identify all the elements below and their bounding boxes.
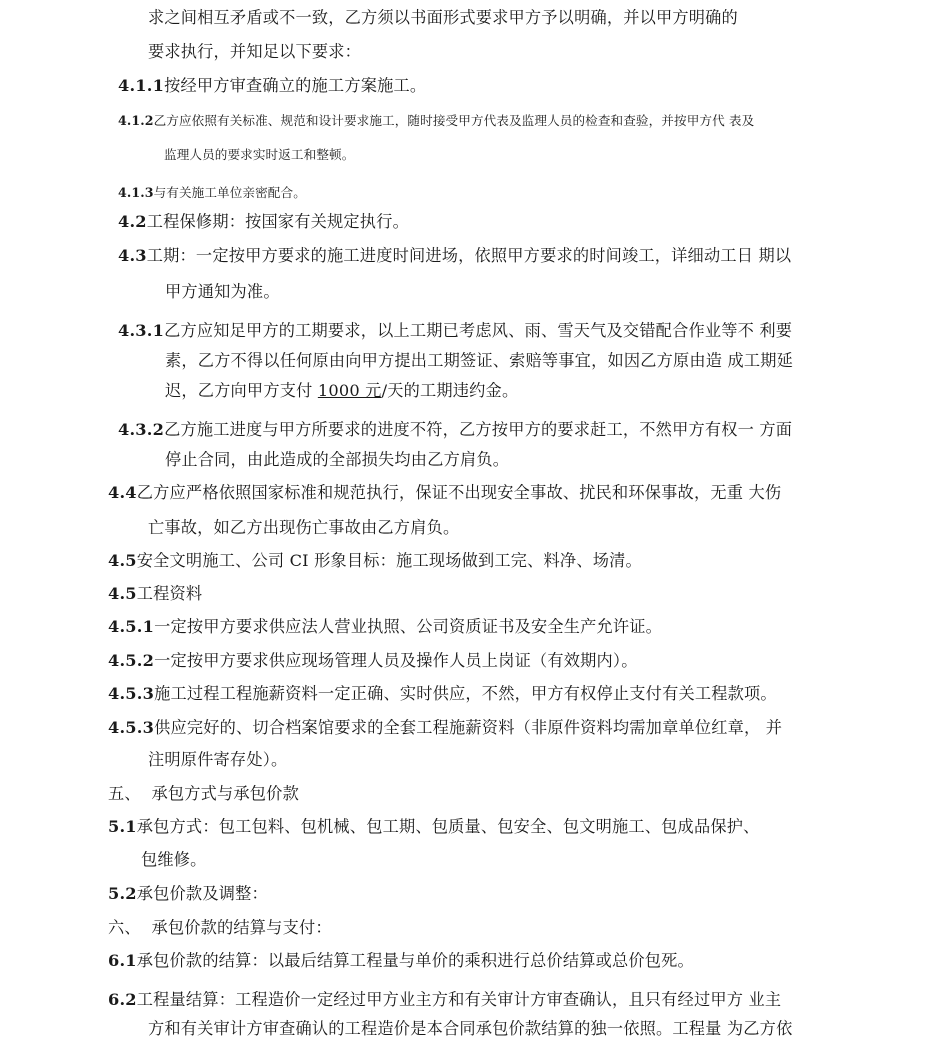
clause-4-1-1 <box>118 78 426 94</box>
text-line: 素，乙方不得以任何原由向甲方提出工期签证、索赔等事宜，如因乙方原由造 成工期延 <box>165 351 794 370</box>
clause-number: 6.1 <box>108 951 137 970</box>
clause-5-2 <box>108 886 268 902</box>
clause-text: 供应完好的、切合档案馆要求的全套工程施薪资料（非原件资料均需加章单位红章， 并 <box>154 718 783 737</box>
clause-number: 4.3 <box>118 246 147 265</box>
clause-text: 工期：一定按甲方要求的施工进度时间进场，依照甲方要求的时间竣工，详细动工日 期以 <box>146 246 792 265</box>
clause-text: 一定按甲方要求供应现场管理人员及操作人员上岗证（有效期内）。 <box>154 651 638 670</box>
clause-6-2 <box>108 992 781 1008</box>
clause-number: 4.5 <box>108 551 137 570</box>
text-line: 亡事故，如乙方出现伤亡事故由乙方肩负。 <box>148 518 460 537</box>
text-span: /天的工期违约金。 <box>381 381 519 400</box>
text-line: 甲方通知为准。 <box>165 282 280 301</box>
clause-number: 4.5.2 <box>108 651 155 670</box>
clause-text: 乙方应严格依照国家标准和规范执行，保证不出现安全事故、扰民和环保事故，无重 大伤 <box>136 483 782 502</box>
text-line: 求之间相互矛盾或不一致，乙方须以书面形式要求甲方予以明确，并以甲方明确的 <box>148 8 738 27</box>
clause-text: 工程资料 <box>136 584 203 603</box>
clause-text: 安全文明施工、公司 CI 形象目标：施工现场做到工完、料净、场清。 <box>136 551 642 570</box>
clause-4-3-1 <box>118 323 792 339</box>
clause-number: 4.5 <box>108 584 137 603</box>
text-line: 停止合同，由此造成的全部损失均由乙方肩负。 <box>165 450 510 469</box>
clause-number: 4.5.3 <box>108 684 155 703</box>
clause-number: 4.3.1 <box>118 321 165 340</box>
clause-text: 与有关施工单位亲密配合。 <box>153 185 306 200</box>
text-line: 注明原件寄存处）。 <box>148 750 288 769</box>
clause-text: 工程量结算：工程造价一定经过甲方业主方和有关审计方审查确认，且只有经过甲方 业主 <box>136 990 782 1009</box>
text-line: 要求执行，并知足以下要求： <box>148 42 362 61</box>
text-line: 方和有关审计方审查确认的工程造价是本合同承包价款结算的独一依照。工程量 为乙方依 <box>148 1019 793 1038</box>
clause-number: 5.1 <box>108 817 137 836</box>
clause-number: 4.1.3 <box>118 185 154 200</box>
penalty-amount: 1000 元 <box>317 381 382 400</box>
clause-4-5-2 <box>108 653 638 669</box>
clause-5-1 <box>108 819 760 835</box>
clause-text: 工程保修期：按国家有关规定执行。 <box>146 212 409 231</box>
text-span: 迟，乙方向甲方支付 <box>165 381 318 400</box>
clause-text: 乙方应知足甲方的工期要求，以上工期已考虑风、雨、雪天气及交错配合作业等不 利要 <box>164 321 793 340</box>
clause-number: 6.2 <box>108 990 137 1009</box>
clause-number: 4.1.2 <box>118 113 154 128</box>
clause-4-1-3 <box>118 187 306 200</box>
clause-4-2 <box>118 214 409 230</box>
clause-4-3 <box>118 248 791 264</box>
clause-4-4 <box>108 485 781 501</box>
clause-text: 乙方施工进度与甲方所要求的进度不符，乙方按甲方的要求赶工，不然甲方有权一 方面 <box>164 420 793 439</box>
clause-text: 承包方式：包工包料、包机械、包工期、包质量、包安全、包文明施工、包成品保护、 <box>136 817 760 836</box>
clause-4-5 <box>108 553 642 569</box>
clause-text: 乙方应依照有关标准、规范和设计要求施工，随时接受甲方代表及监理人员的检查和查验，并按甲方代 表及 <box>153 113 755 128</box>
clause-text: 一定按甲方要求供应法人营业执照、公司资质证书及安全生产允许证。 <box>154 617 663 636</box>
clause-number: 4.3.2 <box>118 420 165 439</box>
clause-text: 按经甲方审查确立的施工方案施工。 <box>164 76 427 95</box>
clause-text: 承包价款及调整： <box>136 884 268 903</box>
clause-number: 5.2 <box>108 884 137 903</box>
clause-4-3-2 <box>118 422 792 438</box>
clause-4-5-heading <box>108 586 202 602</box>
clause-number: 4.2 <box>118 212 147 231</box>
text-line: 包维修。 <box>141 850 207 869</box>
clause-number: 4.5.3 <box>108 718 155 737</box>
clause-4-5-3 <box>108 686 777 702</box>
clause-4-5-1 <box>108 619 662 635</box>
clause-number: 4.1.1 <box>118 76 165 95</box>
clause-text: 承包价款的结算：以最后结算工程量与单价的乘积进行总价结算或总价包死。 <box>136 951 694 970</box>
clause-text: 施工过程工程施薪资料一定正确、实时供应，不然，甲方有权停止支付有关工程款项。 <box>154 684 777 703</box>
section-heading-6: 六、 承包价款的结算与支付： <box>108 918 332 937</box>
clause-4-1-2 <box>118 115 754 128</box>
text-line <box>165 383 518 399</box>
clause-4-5-3-b <box>108 720 782 736</box>
text-line: 监理人员的要求实时返工和整顿。 <box>164 147 355 162</box>
section-heading-5: 五、 承包方式与承包价款 <box>108 784 299 803</box>
clause-number: 4.5.1 <box>108 617 155 636</box>
clause-6-1 <box>108 953 694 969</box>
clause-number: 4.4 <box>108 483 137 502</box>
